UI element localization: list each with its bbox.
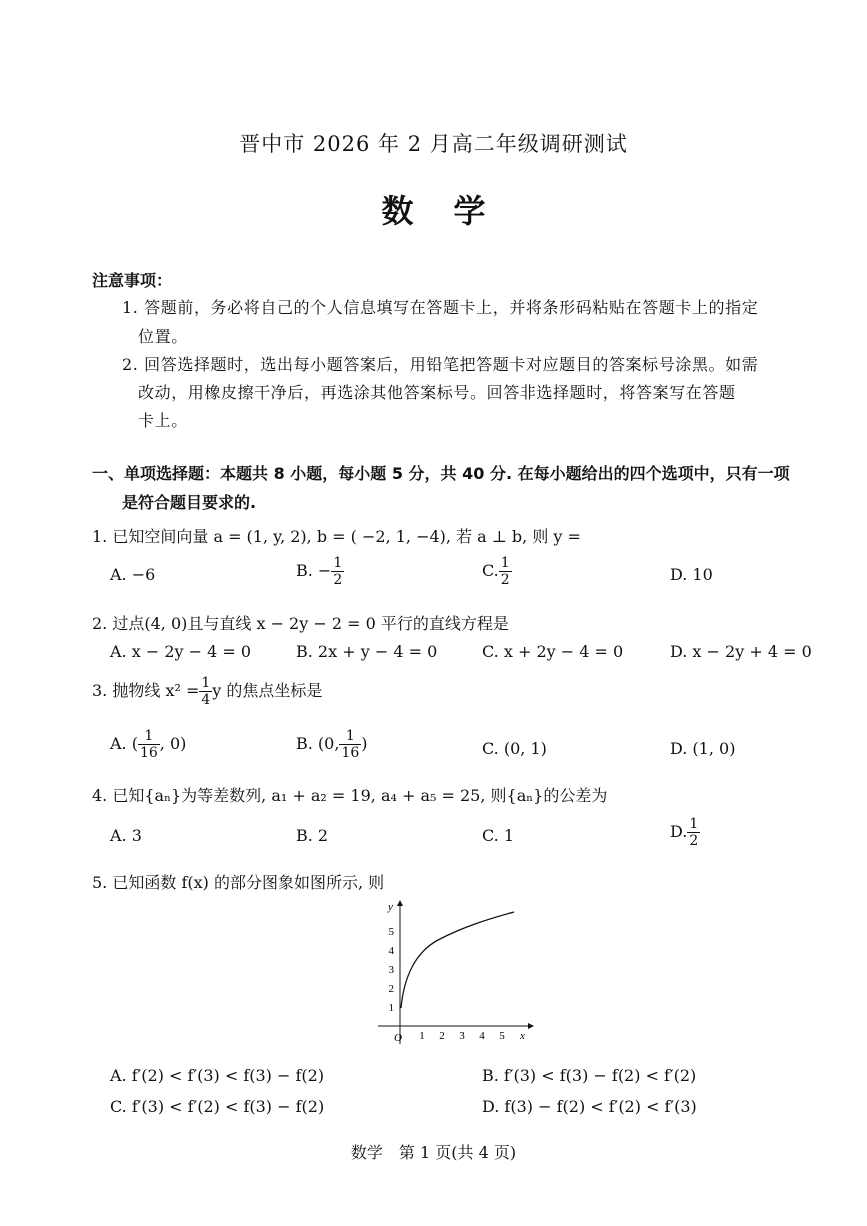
x-tick-label: 1 bbox=[419, 1030, 425, 1042]
question-1-stem: 1. 已知空间向量 a = (1, y, 2), b = ( −2, 1, −4), 若 a ⊥ b, 则 y = bbox=[92, 527, 581, 546]
notice-line-2: 2. 回答选择题时，选出每小题答案后，用铅笔把答题卡对应题目的答案标号涂黑。如需 bbox=[122, 355, 759, 374]
question-4-option-a: A. 3 bbox=[110, 826, 142, 845]
question-1-option-b: B. − $\frac{1}{2}$ bbox=[296, 555, 343, 588]
question-4-option-c: C. 1 bbox=[482, 826, 515, 845]
y-tick-label: 1 bbox=[388, 1002, 394, 1014]
question-5-option-a: A. f′(2) < f′(3) < f(3) − f(2) bbox=[110, 1066, 325, 1085]
x-axis-label: x bbox=[520, 1030, 525, 1042]
notice-heading: 注意事项： bbox=[92, 271, 173, 290]
y-axis-arrow bbox=[397, 900, 403, 906]
notice-line-1-cont: 位置。 bbox=[138, 327, 188, 346]
question-5-option-d: D. f(3) − f(2) < f′(2) < f′(3) bbox=[482, 1097, 697, 1116]
x-tick-label: 4 bbox=[479, 1030, 485, 1042]
question-4-option-b: B. 2 bbox=[296, 826, 329, 845]
question-5-option-c: C. f′(3) < f′(2) < f(3) − f(2) bbox=[110, 1097, 325, 1116]
x-axis-arrow bbox=[528, 1023, 534, 1029]
question-4-stem: 4. 已知{aₙ}为等差数列, a₁ + a₂ = 19, a₄ + a₅ = 25, 则{aₙ}的公差为 bbox=[92, 786, 608, 805]
question-3-option-d: D. (1, 0) bbox=[670, 739, 736, 758]
question-5-option-b: B. f′(3) < f(3) − f(2) < f′(2) bbox=[482, 1066, 697, 1085]
y-tick-label: 5 bbox=[388, 926, 394, 938]
y-tick-label: 2 bbox=[388, 983, 394, 995]
question-1-option-c: C. $\frac{1}{2}$ bbox=[482, 555, 510, 588]
question-2-option-d: D. x − 2y + 4 = 0 bbox=[670, 642, 812, 661]
question-4-option-d: D. $\frac{1}{2}$ bbox=[670, 816, 699, 849]
question-2-option-c: C. x + 2y − 4 = 0 bbox=[482, 642, 624, 661]
question-2-option-a: A. x − 2y − 4 = 0 bbox=[110, 642, 252, 661]
notice-line-2-cont: 改动，用橡皮擦干净后，再选涂其他答案标号。回答非选择题时，将答案写在答题 bbox=[138, 383, 736, 402]
x-tick-label: 3 bbox=[459, 1030, 465, 1042]
subject-title: 数学 bbox=[381, 192, 526, 230]
section-heading-cont: 是符合题目要求的. bbox=[122, 493, 257, 512]
question-3-stem: 3. 抛物线 x² = $\frac{1}{4}$ y 的焦点坐标是 bbox=[92, 675, 323, 708]
notice-line-2-cont2: 卡上。 bbox=[138, 411, 188, 430]
page-footer: 数学 第 1 页(共 4 页) bbox=[350, 1143, 517, 1162]
question-5-stem: 5. 已知函数 f(x) 的部分图象如图所示, 则 bbox=[92, 873, 385, 892]
exam-title: 晋中市 2026 年 2 月高二年级调研测试 bbox=[239, 132, 628, 156]
notice-line-1: 1. 答题前，务必将自己的个人信息填写在答题卡上，并将条形码粘贴在答题卡上的指定 bbox=[122, 298, 759, 317]
y-tick-label: 4 bbox=[388, 945, 394, 957]
function-graph bbox=[368, 896, 538, 1051]
question-1-option-d: D. 10 bbox=[670, 565, 713, 584]
y-tick-label: 3 bbox=[388, 964, 394, 976]
x-tick-label: 5 bbox=[499, 1030, 505, 1042]
question-2-option-b: B. 2x + y − 4 = 0 bbox=[296, 642, 438, 661]
question-3-option-a: A. ( $\frac{1}{16}$ , 0) bbox=[110, 728, 187, 761]
question-1-option-a: A. −6 bbox=[110, 565, 156, 584]
origin-label: O bbox=[394, 1032, 402, 1044]
question-2-stem: 2. 过点(4, 0)且与直线 x − 2y − 2 = 0 平行的直线方程是 bbox=[92, 614, 509, 633]
function-curve bbox=[401, 912, 514, 1008]
section-heading: 一、单项选择题：本题共 8 小题，每小题 5 分，共 40 分. 在每小题给出的四个选项中，只有一项 bbox=[92, 464, 790, 483]
y-axis-label: y bbox=[388, 901, 393, 913]
question-3-option-c: C. (0, 1) bbox=[482, 739, 547, 758]
x-tick-label: 2 bbox=[439, 1030, 445, 1042]
question-3-option-b: B. (0, $\frac{1}{16}$ ) bbox=[296, 728, 368, 761]
